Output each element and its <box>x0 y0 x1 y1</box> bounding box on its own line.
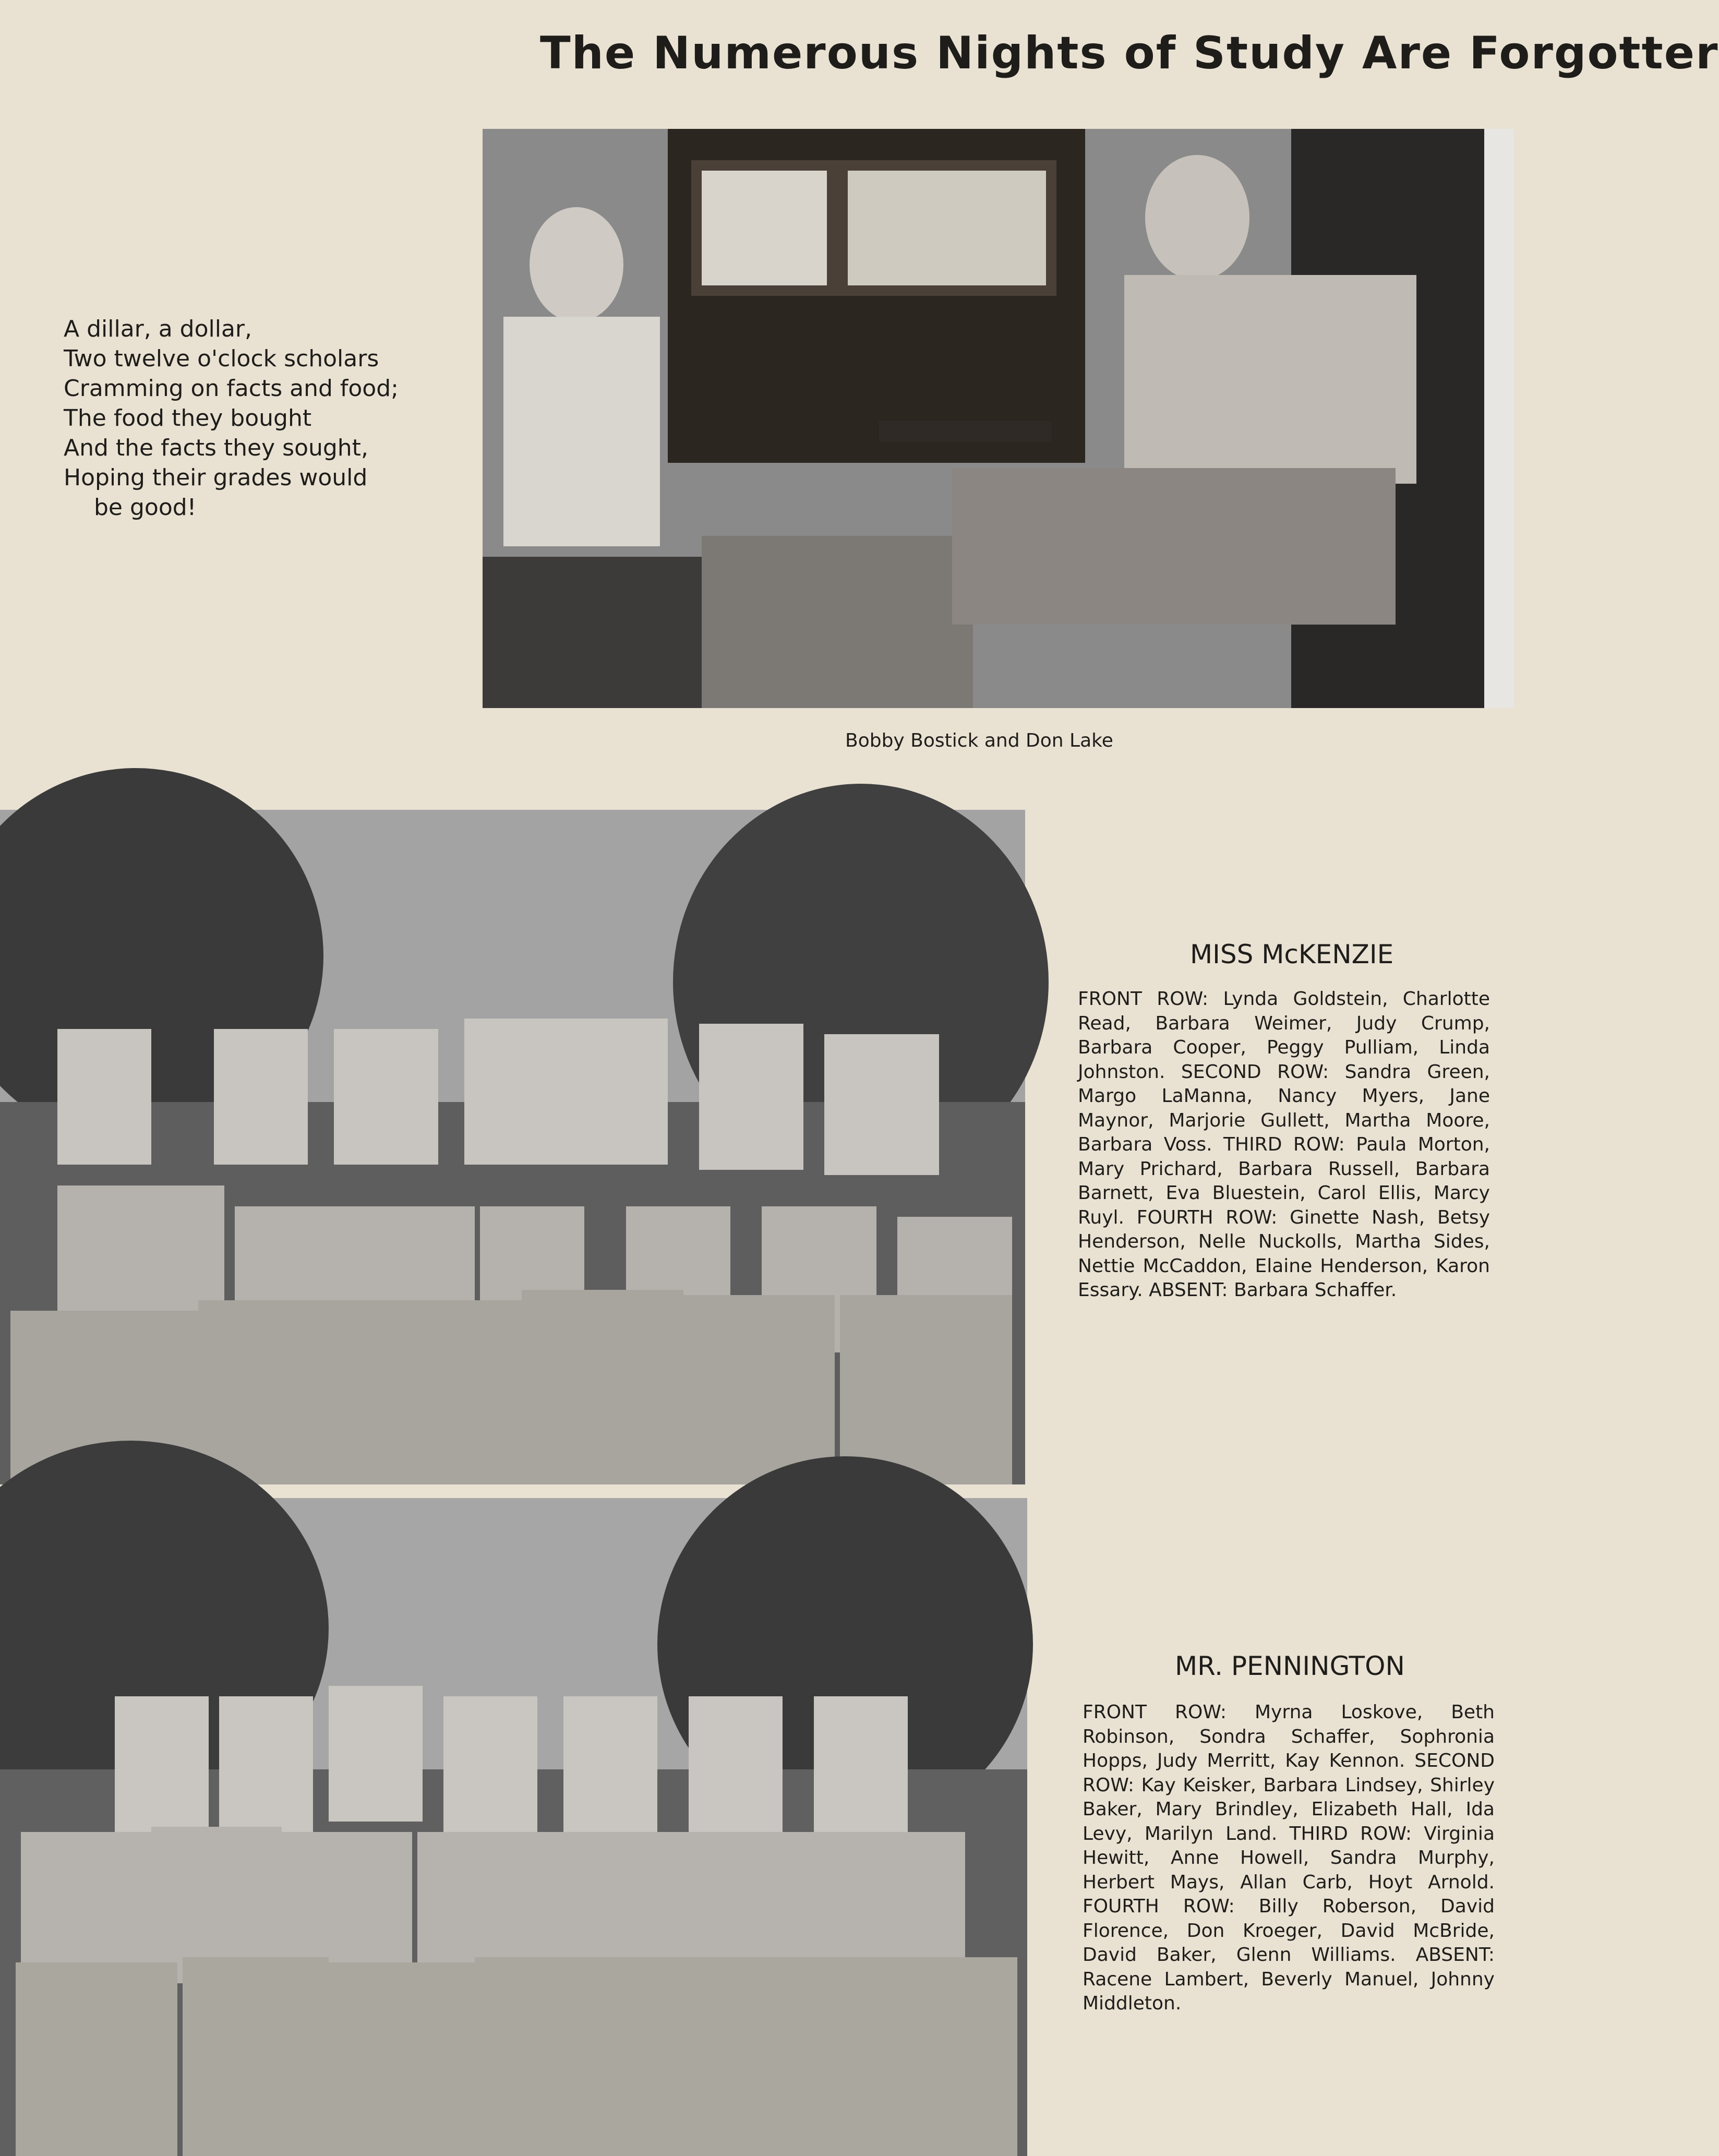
mckenzie-group-title: MISS McKENZIE <box>1190 939 1394 969</box>
study-photo-caption: Bobby Bostick and Don Lake <box>845 730 1113 751</box>
poem-line: The food they bought <box>64 405 312 432</box>
study-photo <box>483 129 1514 708</box>
poem-line: Hoping their grades would <box>64 464 368 491</box>
poem <box>64 314 429 522</box>
pennington-group-title: MR. PENNINGTON <box>1175 1651 1405 1681</box>
mckenzie-group-photo <box>0 810 1025 1484</box>
mckenzie-roster: FRONT ROW: Lynda Goldstein, Charlotte Read, Barbara Weimer, Judy Crump, Barbara Cooper, Peggy Pulliam, Linda Johnston. SECOND ROW: Sandra Green, Margo LaManna, Nancy Myers, Jane Maynor, Marjorie Gullett, Martha Moore, Barbara Voss. THIRD ROW: Paula Morton, Mary Prichard, Barbara Russell, Barbara Barnett, Eva Bluestein, Carol Ellis, Marcy Ruyl. FOURTH ROW: Ginette Nash, Betsy Henderson, Nelle Nuckolls, Martha Sides, Nettie McCaddon, Elaine Henderson, Karon Essary. ABSENT: Barbara Schaffer. <box>1078 988 1490 1301</box>
page-headline: The Numerous Nights of Study Are Forgotter <box>540 27 1719 79</box>
poem-line: be good! <box>94 494 197 521</box>
poem-line: Cramming on facts and food; <box>64 375 399 402</box>
poem-line: A dillar, a dollar, <box>64 316 253 342</box>
pennington-group-photo <box>0 1498 1027 2156</box>
poem-line: Two twelve o'clock scholars <box>64 345 379 372</box>
poem-line: And the facts they sought, <box>64 435 368 461</box>
pennington-roster: FRONT ROW: Myrna Loskove, Beth Robinson, Sondra Schaffer, Sophronia Hopps, Judy Merritt, Kay Kennon. SECOND ROW: Kay Keisker, Barbara Lindsey, Shirley Baker, Mary Brindley, Elizabeth Hall, Ida Levy, Marilyn Land. THIRD ROW: Virginia Hewitt, Anne Howell, Sandra Murphy, Herbert Mays, Allan Carb, Hoyt Arnold. FOURTH ROW: Billy Roberson, David Florence, Don Kroeger, David McBride, David Baker, Glenn Williams. ABSENT: Racene Lambert, Beverly Manuel, Johnny Middleton. <box>1083 1702 1495 2014</box>
